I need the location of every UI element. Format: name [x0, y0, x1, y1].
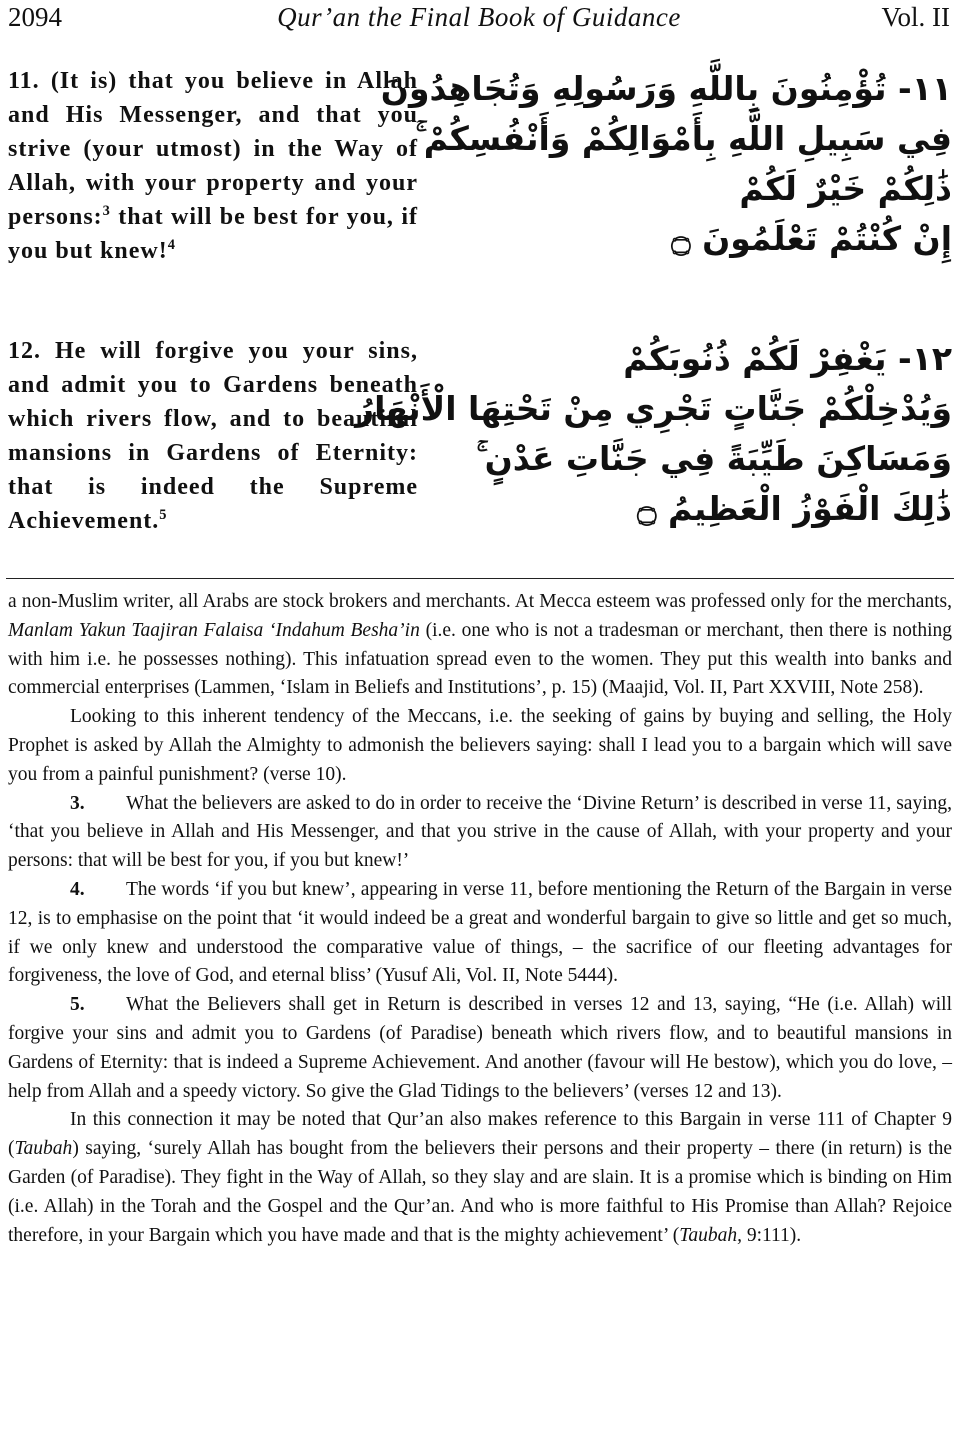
- verse-12-translation: [8, 334, 418, 538]
- verse-12-text: 12. He will forgive you your sins, and admit you to Gardens beneath which rivers flow, and to beautiful mansions in Gardens of Eternity: that is indeed the Supreme Achievement.: [8, 338, 418, 534]
- page-header: [8, 2, 950, 38]
- note-italic: Taubah,: [679, 1224, 742, 1246]
- note-text: (i.e. one who is not a tradesman or merchant, then there is nothing with him i.e. he possesses nothing). This infatuation spread even to the women. They put this wealth into banks and commercial enterprises (Lammen, ‘Islam in Beliefs and Institutions’, p. 15) (Maajid, Vol. II, Part XXVIII, Note 258).: [8, 619, 952, 699]
- note-number: 3.: [70, 792, 85, 814]
- verse-11-translation: [8, 64, 418, 268]
- verse-11-text-b: that will be best for you, if you but knew!: [8, 204, 418, 264]
- note-5: [8, 991, 952, 1106]
- arabic-line: فِي سَبِيلِ اللَّهِ بِأَمْوَالِكُمْ وَأَنْفُسِكُمْ ۚ: [415, 119, 952, 158]
- note-text: What the believers are asked to do in order to receive the ‘Divine Return’ is described in verse 11, saying, ‘that you believe in Allah and His Messenger, and that you strive in the cause of Allah, with your property and your persons: that will be best for you, if you but knew!’: [8, 792, 952, 872]
- arabic-line: ذَٰلِكَ الْفَوْزُ الْعَظِيمُ ۝: [637, 489, 952, 528]
- book-title: Qur’an the Final Book of Guidance: [277, 2, 681, 32]
- note-number: 4.: [70, 878, 85, 900]
- note-text: In this connection it may be noted that Qur’an also makes reference to this Bargain in verse 111 of Chapter 9 (: [8, 1109, 952, 1160]
- note-text: ) saying, ‘surely Allah has bought from the believers their persons and their property – there (in return) is the Garden (of Paradise). They fight in the Way of Allah, so they slay and are slain. It is a promise which is binding on Him (i.e. Allah) in the Torah and the Gospel and the Qur’an. And who is more faithful to His Promise than Allah? Rejoice therefore, in your Bargain which you have made and that is the mighty achievement’ (: [8, 1138, 952, 1246]
- arabic-line: وَيُدْخِلْكُمْ جَنَّاتٍ تَجْرِي مِنْ تَحْتِهَا الْأَنْهَارُ: [355, 389, 952, 428]
- note-paragraph: [8, 588, 952, 703]
- note-paragraph: Looking to this inherent tendency of the Meccans, i.e. the seeking of gains by buying and selling, the Holy Prophet is asked by Allah the Almighty to admonish the believers saying: shall I lead you to a bargain which will save you from a painful punishment? (verse 10).: [8, 706, 952, 785]
- note-4: [8, 876, 952, 991]
- arabic-line: ١١- تُؤْمِنُونَ بِاللَّهِ وَرَسُولِهِ وَتُجَاهِدُونَ: [380, 69, 952, 108]
- commentary-notes: [8, 588, 952, 1250]
- note-text: a non-Muslim writer, all Arabs are stock brokers and merchants. At Mecca esteem was professed only for the merchants,: [8, 591, 952, 612]
- page-number: 2094: [8, 2, 62, 32]
- note-italic: Manlam Yakun Taajiran Falaisa ‘Indahum Besha’in: [8, 619, 420, 641]
- note-number: 5.: [70, 994, 85, 1016]
- note-ref-3: 3: [102, 203, 111, 219]
- verse-11-text: 11. (It is) that you believe in Allah and His Messenger, and that you strive (your utmost) in the Way of Allah, with your property and your persons:: [8, 68, 418, 230]
- note-3: [8, 790, 952, 876]
- arabic-line: ١٢- يَغْفِرْ لَكُمْ ذُنُوبَكُمْ: [623, 339, 952, 378]
- verse-11-arabic: [380, 64, 952, 264]
- arabic-line: ذَٰلِكُمْ خَيْرٌ لَكُمْ: [739, 169, 952, 208]
- note-italic: Taubah: [14, 1138, 73, 1160]
- note-ref-5: 5: [159, 507, 168, 523]
- note-text: What the Believers shall get in Return is described in verses 12 and 13, saying, “He (i.e. Allah) will forgive your sins and admit you to Gardens (of Paradise) beneath which rivers flow, and to beautiful mansions in Gardens of Eternity: that is indeed a Supreme Achievement. And another (favour will He bestow), which you do love, – help from Allah and a speedy victory. So give the Glad Tidings to the believers’ (verses 12 and 13).: [8, 994, 952, 1102]
- verse-11-row: [8, 64, 952, 304]
- verse-12-row: [8, 334, 952, 574]
- note-ref-4: 4: [167, 237, 176, 253]
- note-paragraph: [8, 1106, 952, 1250]
- divider-rule: [6, 578, 954, 579]
- volume-label: Vol. II: [881, 2, 950, 32]
- verse-12-arabic: [355, 334, 952, 534]
- arabic-line: وَمَسَاكِنَ طَيِّبَةً فِي جَنَّاتِ عَدْنٍ ۚ: [476, 439, 952, 478]
- note-text: The words ‘if you but knew’, appearing in verse 11, before mentioning the Return of the Bargain in verse 12, is to emphasise on the point that ‘it would indeed be a great and wonderful bargain to give so little and get so much, if we only knew and understood the comparative value of things, – the sacrifice of our fleeting advantages for forgiveness, the love of God, and eternal bliss’ (Yusuf Ali, Vol. II, Note 5444).: [8, 878, 952, 987]
- arabic-line: إِنْ كُنْتُمْ تَعْلَمُونَ ۝: [671, 219, 952, 258]
- note-text: 9:111).: [741, 1224, 802, 1246]
